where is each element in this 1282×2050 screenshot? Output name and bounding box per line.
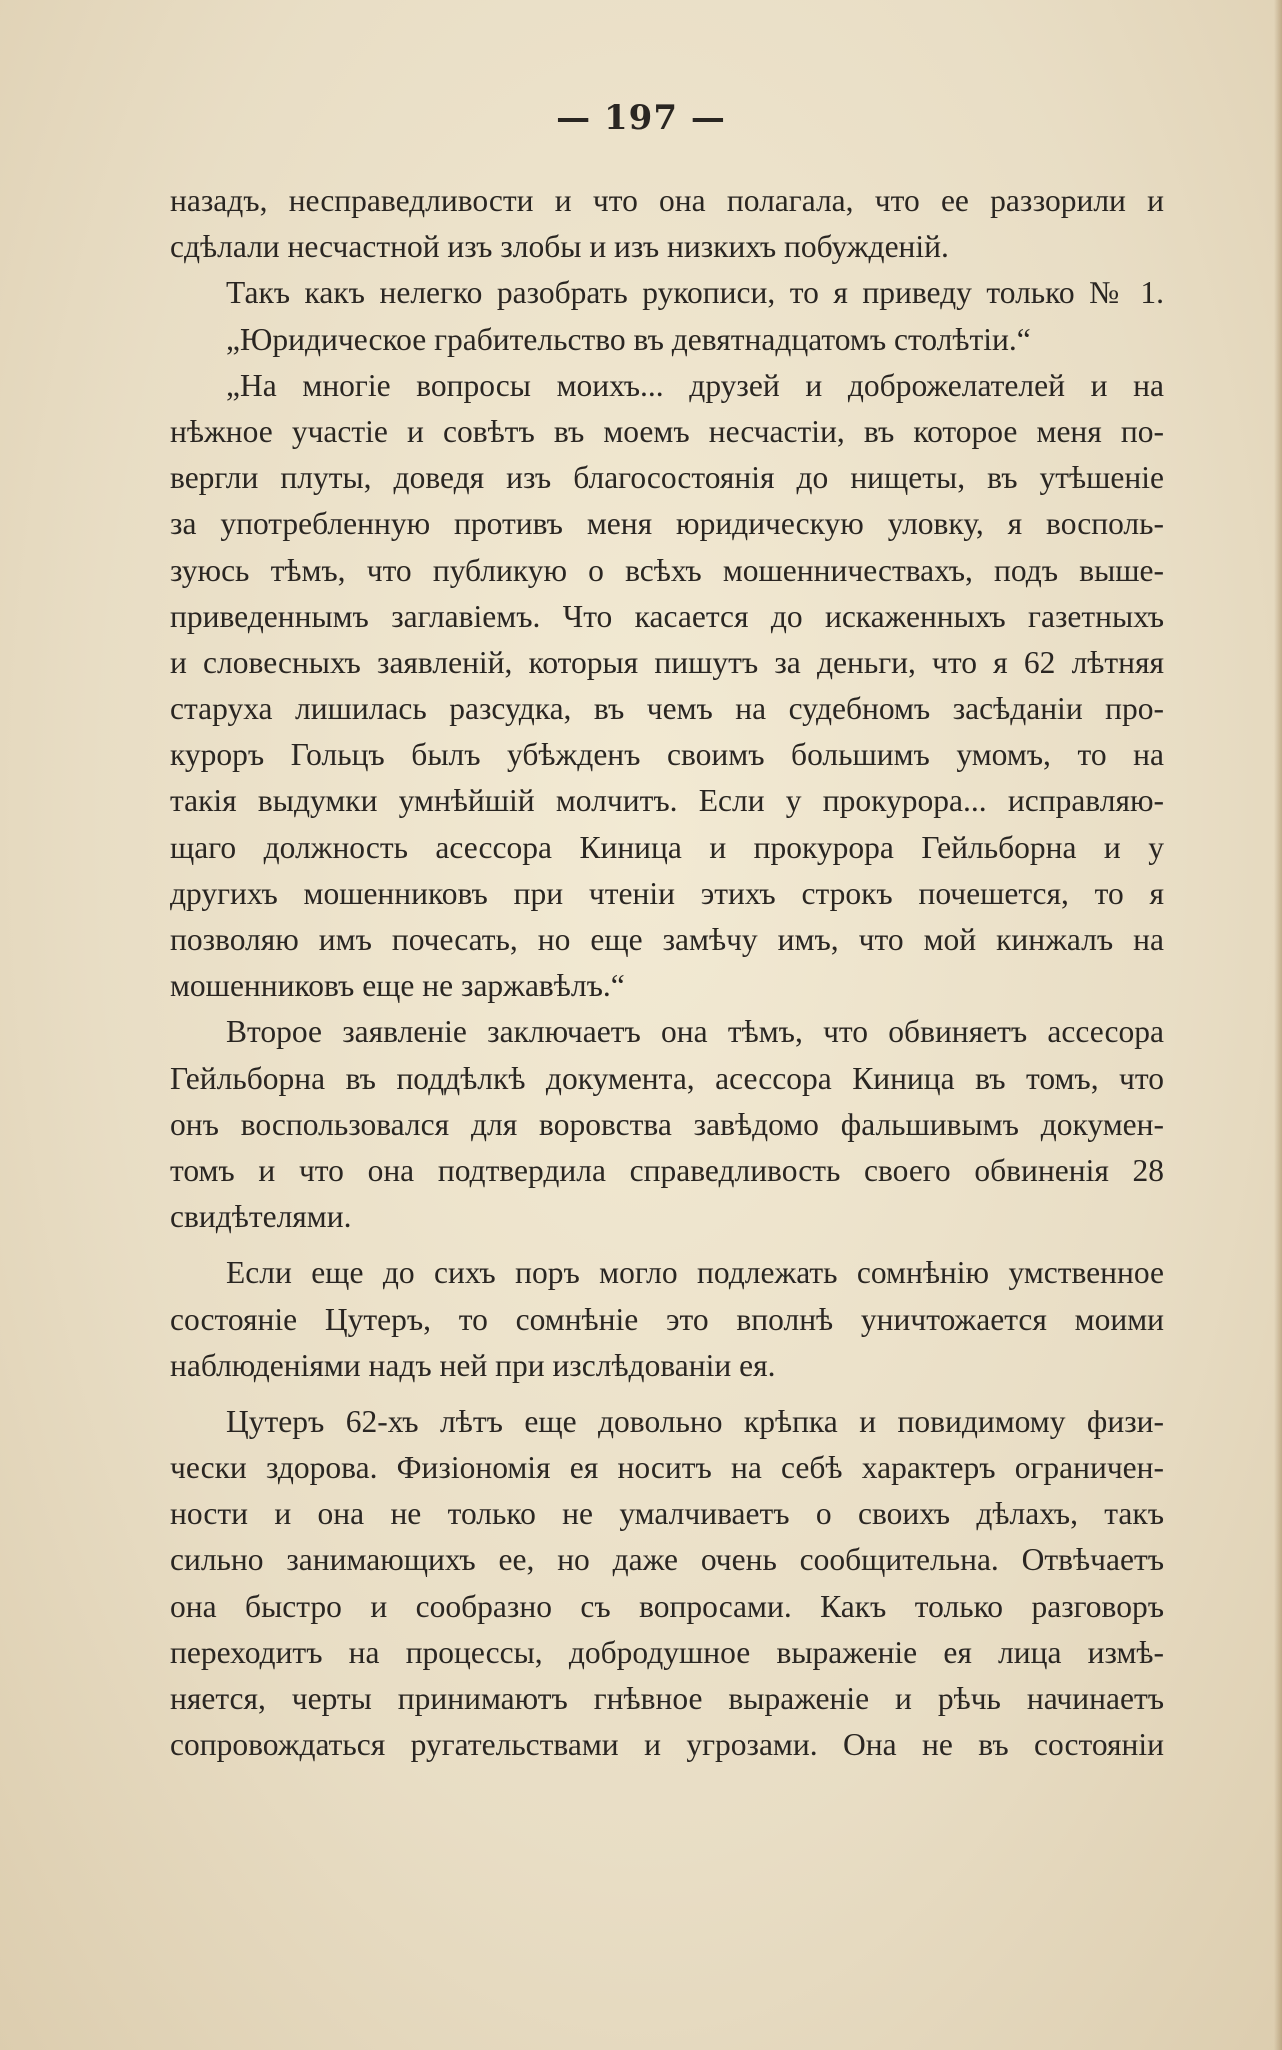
page-number: — 197 — bbox=[556, 98, 726, 138]
text-line: томъ и что она подтвердила справедливость своего обвиненія 28 bbox=[170, 1152, 1164, 1188]
text-line: вергли плуты, доведя изъ благосостоянія до нищеты, въ утѣшеніе bbox=[170, 460, 1164, 496]
text-line: назадъ, несправедливости и что она полагала, что ее раззорили и bbox=[170, 183, 1164, 218]
text-line: сдѣлали несчастной изъ злобы и изъ низкихъ побужденій. bbox=[170, 229, 949, 265]
text-line: Второе заявленіе заключаетъ она тѣмъ, что обвиняетъ ассесора bbox=[226, 1014, 1164, 1050]
text-line: свидѣтелями. bbox=[170, 1199, 352, 1235]
text-line: Если еще до сихъ поръ могло подлежать сомнѣнію умственное bbox=[226, 1255, 1164, 1291]
text-line: куроръ Гольцъ былъ убѣжденъ своимъ большимъ умомъ, то на bbox=[170, 737, 1164, 773]
body-text bbox=[170, 178, 1164, 1768]
text-line: старуха лишилась разсудка, въ чемъ на судебномъ засѣданіи про- bbox=[170, 691, 1164, 727]
text-line: переходитъ на процессы, добродушное выраженіе ея лица измѣ- bbox=[170, 1634, 1164, 1670]
text-line: состояніе Цутеръ, то сомнѣніе это вполнѣ уничтожается моими bbox=[170, 1301, 1164, 1337]
text-line: щаго должность асессора Киница и прокурора Гейльборна и у bbox=[170, 829, 1164, 865]
text-line: Цутеръ 62-хъ лѣтъ еще довольно крѣпка и повидимому физи- bbox=[226, 1403, 1164, 1439]
text-line: другихъ мошенниковъ при чтеніи этихъ строкъ почешется, то я bbox=[170, 875, 1164, 911]
text-line: сильно занимающихъ ее, но даже очень сообщительна. Отвѣчаетъ bbox=[170, 1542, 1164, 1578]
text-line: Такъ какъ нелегко разобрать рукописи, то я приведу только № 1. bbox=[226, 275, 1164, 311]
text-line: сопровождаться ругательствами и угрозами. Она не въ состояніи bbox=[170, 1727, 1164, 1763]
text-line: нѣжное участіе и совѣтъ въ моемъ несчастіи, въ которое меня по- bbox=[170, 413, 1164, 449]
text-line: Гейльборна въ поддѣлкѣ документа, асессора Киница въ томъ, что bbox=[170, 1060, 1164, 1096]
text-line: „На многіе вопросы моихъ... друзей и доброжелателей и на bbox=[226, 367, 1164, 403]
text-line: „Юридическое грабительство въ девятнадцатомъ столѣтіи.“ bbox=[226, 321, 1031, 357]
text-line: за употребленную противъ меня юридическую уловку, я восполь- bbox=[170, 506, 1164, 542]
text-line: такія выдумки умнѣйшій молчитъ. Если у прокурора... исправляю- bbox=[170, 783, 1164, 819]
text-line: позволяю имъ почесать, но еще замѣчу имъ, что мой кинжалъ на bbox=[170, 922, 1164, 957]
page-edge-shadow bbox=[1274, 0, 1282, 2050]
text-line: и словесныхъ заявленій, которыя пишутъ за деньги, что я 62 лѣтняя bbox=[170, 644, 1164, 680]
text-line: она быстро и сообразно съ вопросами. Какъ только разговоръ bbox=[170, 1588, 1164, 1624]
text-line: приведеннымъ заглавіемъ. Что касается до искаженныхъ газетныхъ bbox=[170, 598, 1164, 634]
text-line: мошенниковъ еще не заржавѣлъ.“ bbox=[170, 968, 625, 1004]
text-line: чески здорова. Физіономія ея носитъ на себѣ характеръ ограничен- bbox=[170, 1450, 1164, 1486]
text-line: зуюсь тѣмъ, что публикую о всѣхъ мошенничествахъ, подъ выше- bbox=[170, 552, 1164, 588]
text-line: ности и она не только не умалчиваетъ о своихъ дѣлахъ, такъ bbox=[170, 1496, 1164, 1532]
text-line: наблюденіями надъ ней при изслѣдованіи ея. bbox=[170, 1347, 776, 1383]
text-line: няется, черты принимаютъ гнѣвное выраженіе и рѣчь начинаетъ bbox=[170, 1681, 1164, 1716]
text-line: онъ воспользовался для воровства завѣдомо фальшивымъ докумен- bbox=[170, 1106, 1164, 1142]
